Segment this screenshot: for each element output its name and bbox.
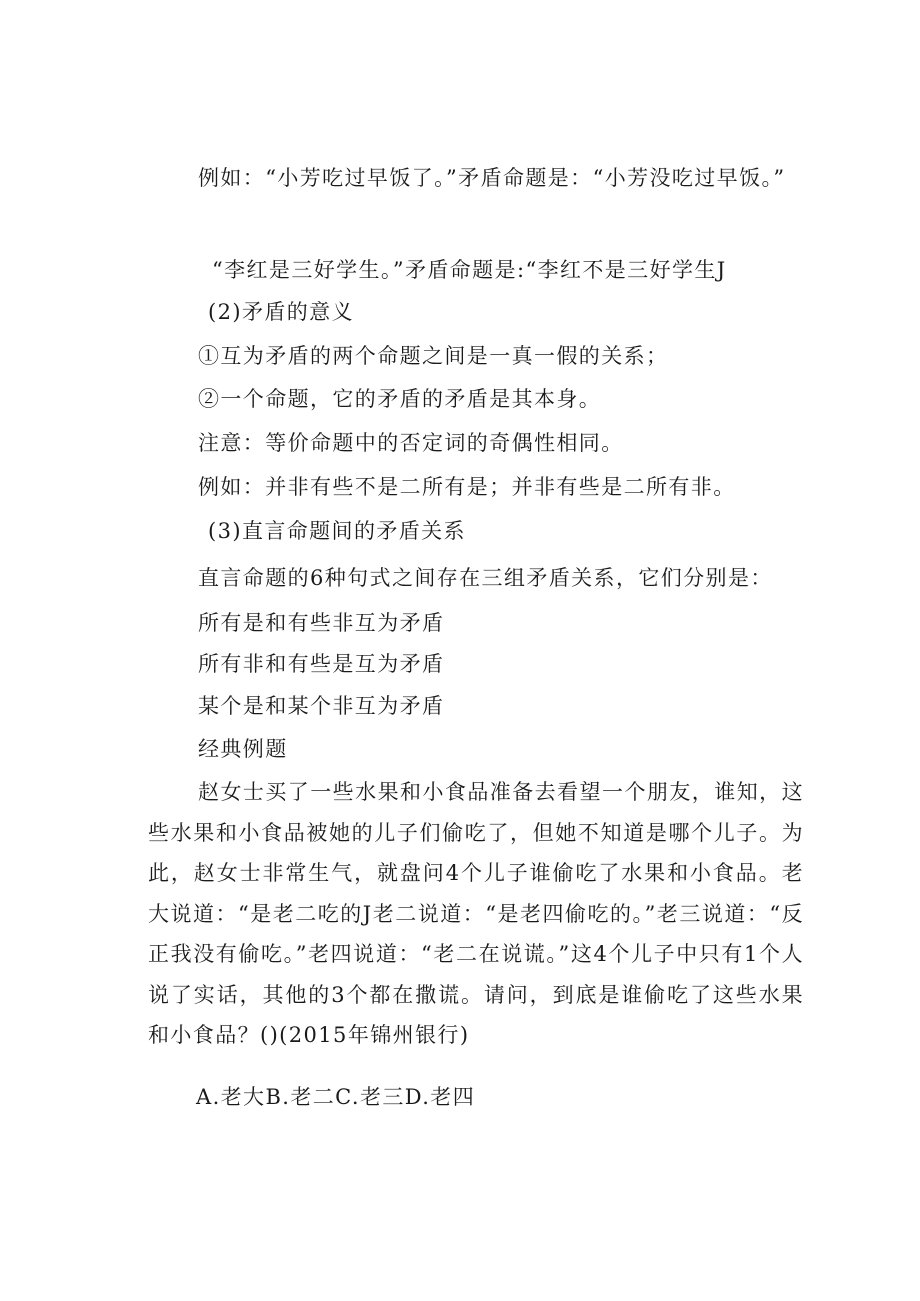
point-1: ①互为矛盾的两个命题之间是一真一假的关系； [198,344,669,368]
contradiction-pair-1: 所有是和有些非互为矛盾 [198,611,445,635]
problem-paragraph: 赵女士买了一些水果和小食品准备去看望一个朋友，谁知，这些水果和小食品被她的儿子们偷吃了，但她不知道是哪个儿子。为此，赵女士非常生气，就盘问4个儿子谁偷吃了水果和小食品。老大说道：“是老二吃的J老二说道：“是老四偷吃的。”老三说道：“反正我没有偷吃。”老四说道：“老二在说谎。”这4个儿子中只有1个人说了实话，其他的3个都在撒谎。请问，到底是谁偷吃了这些水果和小食品？()(2015年锦州银行) [148,780,804,1047]
section-heading-3: (3)直言命题间的矛盾关系 [208,519,466,543]
classic-example-heading: 经典例题 [198,737,288,761]
example-paragraph-3: 例如：并非有些不是二所有是；并非有些是二所有非。 [198,475,736,499]
contradiction-pair-2: 所有非和有些是互为矛盾 [198,652,445,676]
answer-options: A.老大B.老二C.老三D.老四 [196,1085,476,1109]
point-2: ②一个命题，它的矛盾的矛盾是其本身。 [198,387,602,411]
intro-line: 直言命题的6种句式之间存在三组矛盾关系，它们分别是： [198,566,773,590]
example-paragraph-2: “李红是三好学生。”矛盾命题是:“李红不是三好学生J [212,258,727,282]
example-paragraph-1: 例如：“小芳吃过早饭了。”矛盾命题是：“小芳没吃过早饭。” [198,166,786,190]
section-heading-2: (2)矛盾的意义 [208,300,354,324]
contradiction-pair-3: 某个是和某个非互为矛盾 [198,694,445,718]
note-line: 注意：等价命题中的否定词的奇偶性相同。 [198,431,624,455]
